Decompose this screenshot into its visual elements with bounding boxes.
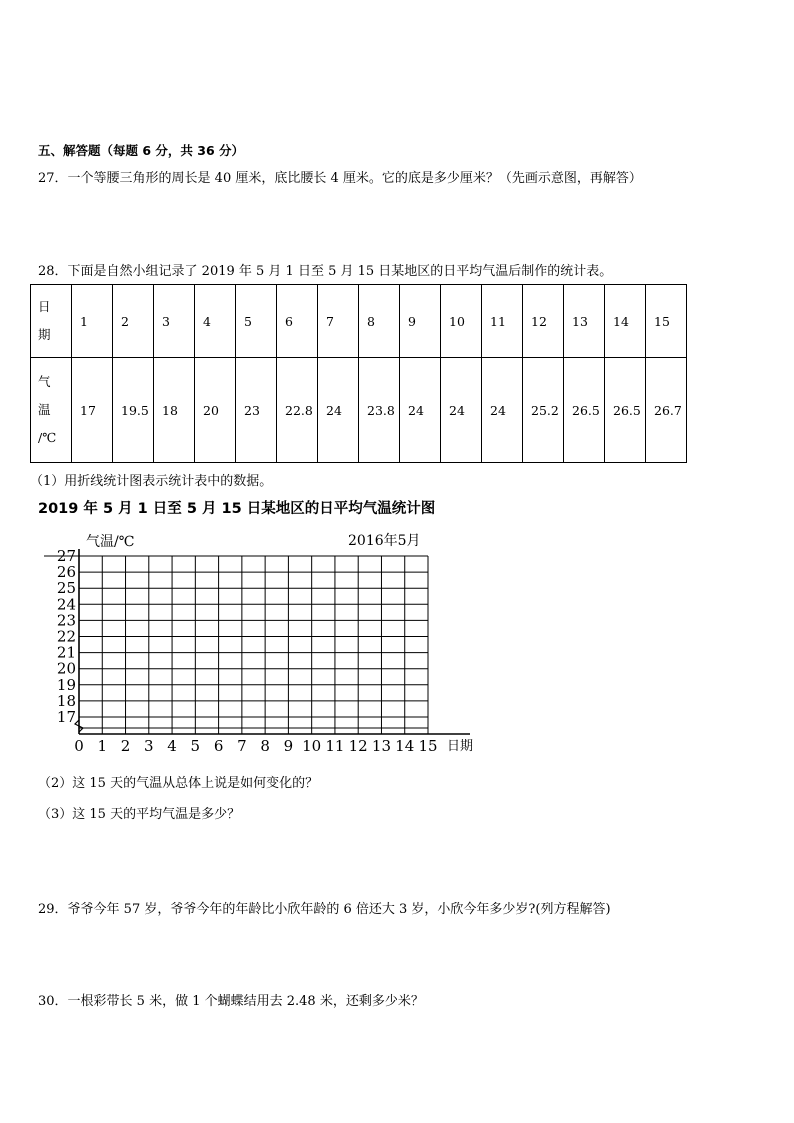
question-30: 30．一根彩带长 5 米，做 1 个蝴蝶结用去 2.48 米，还剩多少米？ xyxy=(38,994,424,1009)
y-tick-label: 26 xyxy=(56,563,76,582)
temperature-table xyxy=(30,284,687,463)
x-tick-label: 12 xyxy=(348,737,368,755)
x-tick-label: 5 xyxy=(190,737,201,755)
table-cell-day: 10 xyxy=(441,285,482,358)
question-27: 27．一个等腰三角形的周长是 40 厘米，底比腰长 4 厘米。它的底是多少厘米？（先画示意图，再解答） xyxy=(38,171,642,186)
x-tick-label: 2 xyxy=(120,737,131,755)
table-cell-day: 4 xyxy=(195,285,236,358)
x-tick-label: 0 xyxy=(74,737,84,755)
table-header-date-char2: 期 xyxy=(38,327,51,342)
table-cell-temperature: 19.5 xyxy=(113,358,154,463)
x-tick-label: 13 xyxy=(371,737,392,755)
x-tick-label: 4 xyxy=(167,737,177,755)
table-cell-temperature: 24 xyxy=(318,358,359,463)
y-tick-label: 24 xyxy=(56,595,76,614)
x-tick-label: 8 xyxy=(260,737,270,755)
table-cell-day: 3 xyxy=(154,285,195,358)
x-tick-label: 14 xyxy=(395,737,415,755)
table-header-temp-char2: 温 xyxy=(38,402,51,417)
table-cell-day: 5 xyxy=(236,285,277,358)
table-cell-day: 11 xyxy=(482,285,523,358)
question-28-sub3: （3）这 15 天的平均气温是多少？ xyxy=(38,807,241,822)
table-cell-temperature: 24 xyxy=(482,358,523,463)
table-cell-day: 15 xyxy=(646,285,687,358)
table-cell-temperature: 22.8 xyxy=(277,358,318,463)
section-title: 五、解答题（每题 6 分，共 36 分） xyxy=(38,143,245,158)
table-header-date xyxy=(31,285,72,358)
temperature-line-chart xyxy=(0,520,794,780)
table-cell-day: 1 xyxy=(72,285,113,358)
table-cell-temperature: 25.2 xyxy=(523,358,564,463)
y-tick-label: 21 xyxy=(56,643,76,662)
y-tick-label: 22 xyxy=(56,627,76,646)
x-tick-label: 15 xyxy=(418,737,438,755)
x-axis-label: 日期 xyxy=(447,739,474,754)
table-cell-day: 9 xyxy=(400,285,441,358)
table-cell-temperature: 24 xyxy=(400,358,441,463)
table-cell-day: 8 xyxy=(359,285,400,358)
y-axis-label: 气温/℃ xyxy=(86,534,135,550)
table-header-temperature xyxy=(31,358,72,463)
table-cell-day: 6 xyxy=(277,285,318,358)
question-28-sub2: （2）这 15 天的气温从总体上说是如何变化的？ xyxy=(38,776,319,791)
table-cell-day: 13 xyxy=(564,285,605,358)
table-cell-day: 7 xyxy=(318,285,359,358)
table-cell-temperature: 24 xyxy=(441,358,482,463)
y-tick-label: 19 xyxy=(56,675,76,694)
question-28-sub1: （1）用折线统计图表示统计表中的数据。 xyxy=(30,474,273,489)
table-cell-temperature: 20 xyxy=(195,358,236,463)
table-cell-temperature: 23.8 xyxy=(359,358,400,463)
chart-date-label: 2016年5月 xyxy=(348,533,421,549)
table-cell-day: 12 xyxy=(523,285,564,358)
y-tick-label: 27 xyxy=(56,547,76,565)
question-28-intro: 28．下面是自然小组记录了 2019 年 5 月 1 日至 5 月 15 日某地区的日平均气温后制作的统计表。 xyxy=(38,264,613,279)
x-tick-label: 6 xyxy=(213,737,224,755)
table-row-dates xyxy=(31,285,687,358)
x-tick-label: 9 xyxy=(283,737,294,755)
table-header-date-char1: 日 xyxy=(38,299,51,314)
x-tick-label: 10 xyxy=(302,737,322,755)
table-cell-day: 14 xyxy=(605,285,646,358)
table-cell-day: 2 xyxy=(113,285,154,358)
y-tick-label: 25 xyxy=(56,579,76,598)
y-tick-label: 18 xyxy=(56,691,76,710)
table-header-temp-char1: 气 xyxy=(38,374,51,389)
table-cell-temperature: 26.7 xyxy=(646,358,687,463)
x-tick-label: 1 xyxy=(97,737,108,755)
table-cell-temperature: 26.5 xyxy=(605,358,646,463)
table-row-temperatures xyxy=(31,358,687,463)
table-cell-temperature: 26.5 xyxy=(564,358,605,463)
y-tick-label: 23 xyxy=(56,611,76,630)
question-29: 29．爷爷今年 57 岁，爷爷今年的年龄比小欣年龄的 6 倍还大 3 岁，小欣今年多少岁?(列方程解答) xyxy=(38,902,611,917)
table-cell-temperature: 18 xyxy=(154,358,195,463)
x-tick-label: 7 xyxy=(237,737,247,755)
table-cell-temperature: 17 xyxy=(72,358,113,463)
y-tick-label: 17 xyxy=(56,708,76,726)
chart-title: 2019 年 5 月 1 日至 5 月 15 日某地区的日平均气温统计图 xyxy=(38,501,436,517)
y-tick-label: 20 xyxy=(56,659,76,678)
x-tick-label: 11 xyxy=(325,737,345,755)
table-header-temp-unit: /℃ xyxy=(38,430,57,445)
table-cell-temperature: 23 xyxy=(236,358,277,463)
x-tick-label: 3 xyxy=(144,737,154,755)
